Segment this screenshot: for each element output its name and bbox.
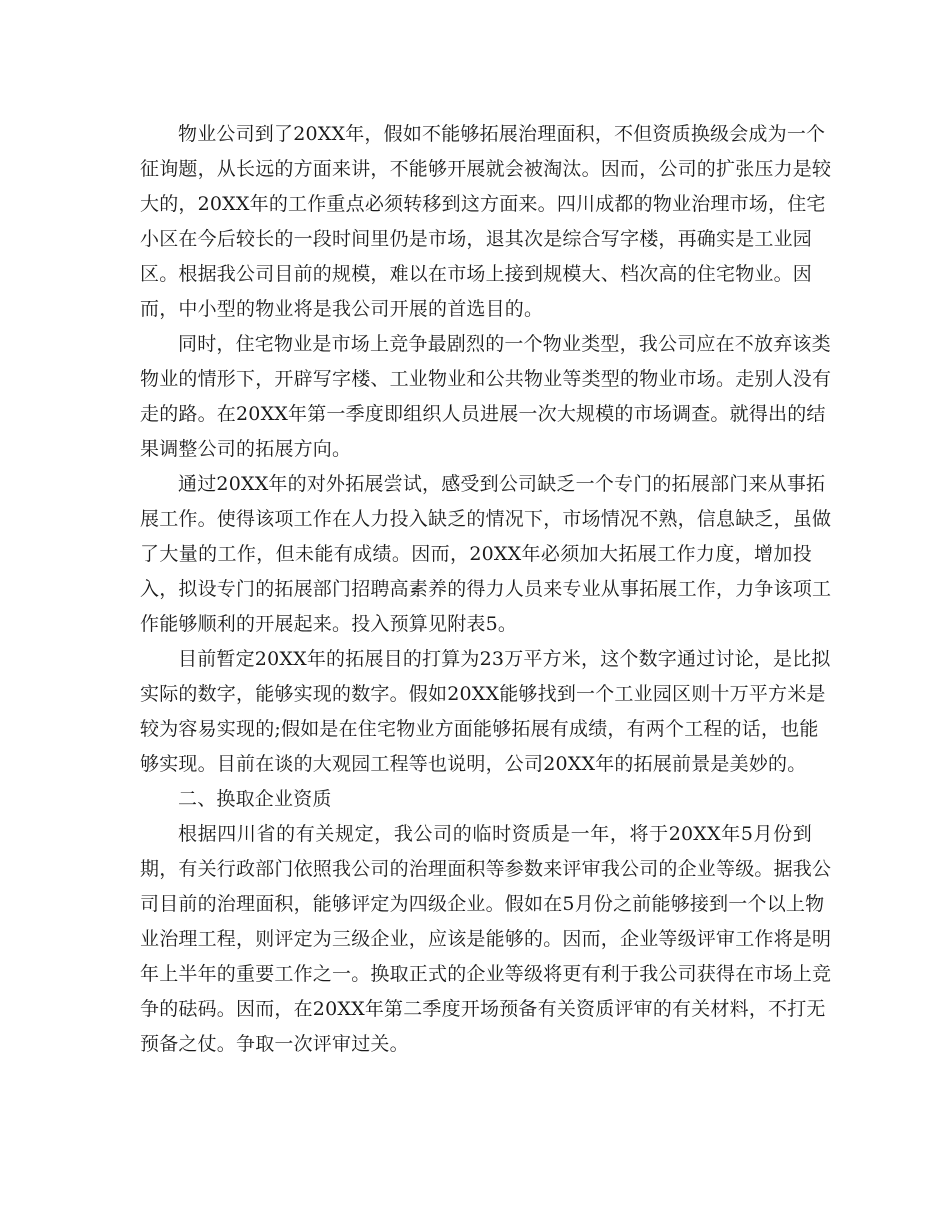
text-line: 预备之仗。争取一次评审过关。: [140, 1033, 409, 1055]
text-line: 作能够顺利的开展起来。投入预算见附表5。: [140, 613, 518, 635]
text-line: 大的，20XX年的工作重点必须转移到这方面来。四川成都的物业治理市场，住宅: [140, 193, 826, 215]
paragraph-5: [140, 817, 832, 1062]
text-line: 物业公司到了20XX年，假如不能够拓展治理面积，不但资质换级会成为一个: [178, 123, 826, 145]
text-line: 年上半年的重要工作之一。换取正式的企业等级将更有利于我公司获得在市场上竞: [140, 963, 832, 985]
text-line: 业治理工程，则评定为三级企业，应该是能够的。因而，企业等级评审工作将是明: [140, 928, 832, 950]
text-line: 争的砝码。因而，在20XX年第二季度开场预备有关资质评审的有关材料，不打无: [140, 998, 826, 1020]
text-line: 了大量的工作，但未能有成绩。因而，20XX年必须加大拓展工作力度，增加投: [140, 543, 812, 565]
text-line: 展工作。使得该项工作在人力投入缺乏的情况下，市场情况不熟，信息缺乏，虽做: [140, 508, 832, 530]
text-line: 而，中小型的物业将是我公司开展的首选目的。: [140, 298, 544, 320]
text-line: 同时，住宅物业是市场上竞争最剧烈的一个物业类型，我公司应在不放弃该类: [178, 333, 831, 355]
text-line: 根据四川省的有关规定，我公司的临时资质是一年，将于20XX年5月份到: [178, 823, 812, 845]
paragraph-3: [140, 467, 832, 642]
text-line: 目前暂定20XX年的拓展目的打算为23万平方米，这个数字通过讨论，是比拟: [178, 648, 831, 670]
paragraph-2: [140, 327, 832, 467]
text-line: 期，有关行政部门依照我公司的治理面积等参数来评审我公司的企业等级。据我公: [140, 858, 832, 880]
text-line: 区。根据我公司目前的规模，难以在市场上接到规模大、档次高的住宅物业。因: [140, 263, 813, 285]
text-line: 物业的情形下，开辟写字楼、工业物业和公共物业等类型的物业市场。走别人没有: [140, 368, 832, 390]
section-heading: 二、换取企业资质: [178, 788, 332, 810]
text-line: 够实现。目前在谈的大观园工程等也说明，公司20XX年的拓展前景是美妙的。: [140, 753, 807, 775]
text-line: 征询题，从长远的方面来讲，不能够开展就会被淘汰。因而，公司的扩张压力是较: [140, 158, 832, 180]
text-line: 较为容易实现的;假如是在住宅物业方面能够拓展有成绩，有两个工程的话，也能: [140, 718, 819, 740]
text-line: 走的路。在20XX年第一季度即组织人员进展一次大规模的市场调查。就得出的结: [140, 403, 826, 425]
text-line: 通过20XX年的对外拓展尝试，感受到公司缺乏一个专门的拓展部门来从事拓: [178, 473, 826, 495]
text-line: 果调整公司的拓展方向。: [140, 438, 352, 460]
document-body: [140, 117, 832, 1062]
paragraph-4: [140, 642, 831, 782]
paragraph-1: [140, 117, 832, 327]
text-line: 入，拟设专门的拓展部门招聘高素养的得力人员来专业从事拓展工作，力争该项工: [140, 578, 832, 600]
text-line: 小区在今后较长的一段时间里仍是市场，退其次是综合写字楼，再确实是工业园: [140, 228, 813, 250]
text-line: 司目前的治理面积，能够评定为四级企业。假如在5月份之前能够接到一个以上物: [140, 893, 825, 915]
text-line: 实际的数字，能够实现的数字。假如20XX能够找到一个工业园区则十万平方米是: [140, 683, 826, 705]
